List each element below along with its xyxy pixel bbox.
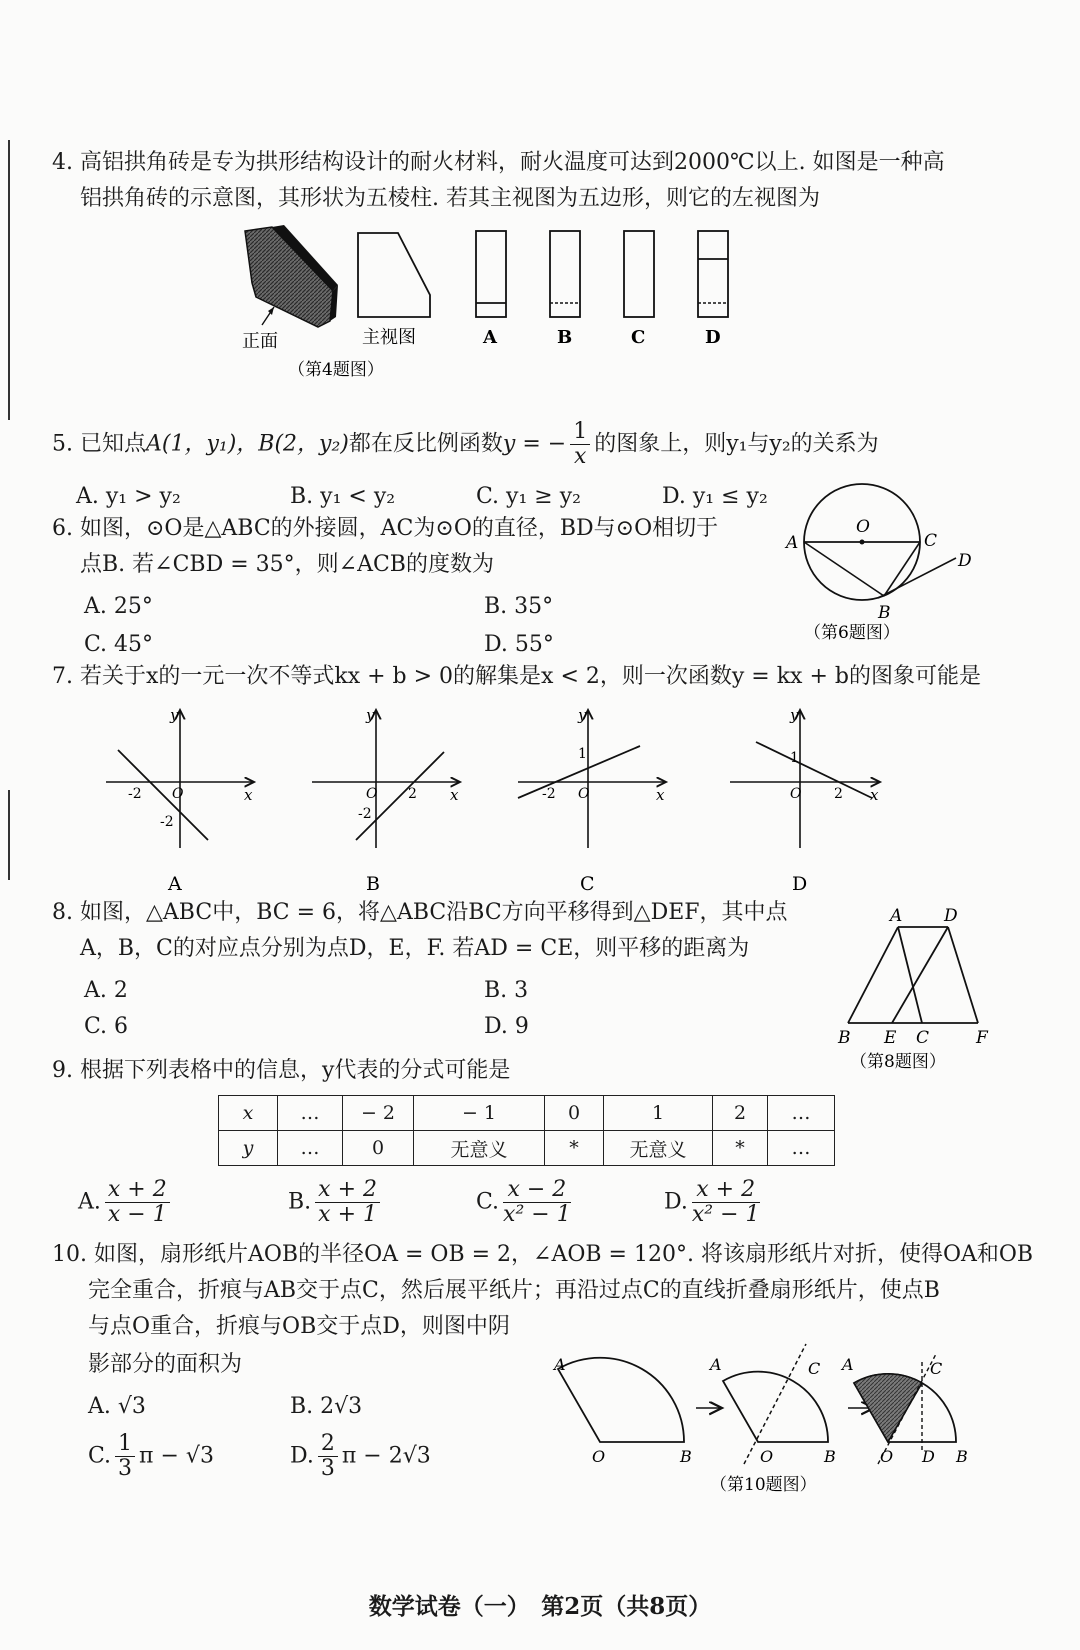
label-o: O xyxy=(760,1447,774,1466)
table-cell: … xyxy=(768,1096,835,1131)
q4-caption: （第4题图） xyxy=(288,360,384,380)
center-dot xyxy=(860,540,865,545)
q5-mid: 都在反比例函数 xyxy=(348,431,503,457)
q6-caption: （第6题图） xyxy=(804,623,900,640)
option-fraction xyxy=(105,1178,170,1227)
graph-a xyxy=(106,706,254,848)
q9-option-a xyxy=(78,1178,174,1227)
frac-numerator: x − 2 xyxy=(503,1178,571,1203)
option-d-label: D xyxy=(705,327,721,348)
table-cell: * xyxy=(713,1131,768,1166)
axis-x-label: x xyxy=(656,786,665,804)
label-e: E xyxy=(884,1028,897,1048)
graph-c xyxy=(518,706,666,848)
q6-option-d: D. 55° xyxy=(484,632,554,657)
frac-denominator: 3 xyxy=(320,1456,335,1481)
page-margin-line xyxy=(8,140,10,420)
q6-text-line1: 6. 如图，⊙O是△ABC的外接圆，AC为⊙O的直径，BD与⊙O相切于 xyxy=(52,516,719,541)
option-letter: D. xyxy=(664,1189,688,1215)
graph-c-label: C xyxy=(580,873,595,895)
option-tail: π − √3 xyxy=(139,1443,214,1469)
q5-points: A(1，y₁)，B(2，y₂) xyxy=(145,431,349,457)
q7-graphs xyxy=(90,700,960,900)
axis-y-label: y xyxy=(790,706,799,724)
q8-option-d: D. 9 xyxy=(484,1014,529,1039)
q4-text-line1: 4. 高铝拱角砖是专为拱形结构设计的耐火材料，耐火温度可达到2000℃以上. 如图是一种高 xyxy=(52,150,945,175)
q8-option-a: A. 2 xyxy=(84,978,128,1003)
label-a: A xyxy=(710,1355,722,1374)
table-cell: x xyxy=(219,1096,278,1131)
frac-denominator: x² − 1 xyxy=(503,1202,571,1227)
tick-y: -2 xyxy=(358,806,372,822)
option-a-view xyxy=(476,231,506,317)
tangent-bd xyxy=(878,558,956,598)
q8-option-b: B. 3 xyxy=(484,978,529,1003)
label-b: B xyxy=(956,1447,968,1466)
option-a-label: A xyxy=(483,327,497,348)
tick-x: -2 xyxy=(128,786,142,802)
graph-b-label: B xyxy=(366,873,380,895)
frac-numerator: 2 xyxy=(318,1432,338,1457)
axis-x-label: x xyxy=(870,786,879,804)
q10-text-line2: 完全重合，折痕与AB交于点C，然后展平纸片；再沿过点C的直线折叠扇形纸片，使点B xyxy=(88,1278,940,1303)
q5-option-a: A. y₁ > y₂ xyxy=(76,484,181,509)
label-c: C xyxy=(924,531,938,551)
option-d-view xyxy=(698,231,728,317)
option-letter: C. xyxy=(476,1189,500,1215)
label-a: A xyxy=(786,533,799,553)
option-fraction xyxy=(692,1178,760,1227)
label-main-view: 主视图 xyxy=(362,327,416,348)
graph-d-label: D xyxy=(792,873,808,895)
frac-numerator: x + 2 xyxy=(692,1178,760,1203)
option-b-view xyxy=(550,231,580,317)
axis-x-label: x xyxy=(244,786,253,804)
graph-a-label: A xyxy=(168,873,182,895)
origin-label: O xyxy=(790,786,802,802)
axis-y-label: y xyxy=(170,706,179,724)
label-a: A xyxy=(890,906,903,926)
axis-y-label: y xyxy=(578,706,587,724)
label-b: B xyxy=(824,1447,836,1466)
q5-option-d: D. y₁ ≤ y₂ xyxy=(662,484,768,509)
q9-text: 9. 根据下列表格中的信息，y代表的分式可能是 xyxy=(52,1058,511,1083)
q6-option-a: A. 25° xyxy=(84,594,153,619)
q6-text-line2: 点B. 若∠CBD = 35°，则∠ACB的度数为 xyxy=(80,552,494,577)
tick-y: 1 xyxy=(578,746,587,762)
side-ac xyxy=(898,927,922,1023)
table-cell: 无意义 xyxy=(414,1131,545,1166)
frac-numerator: x + 2 xyxy=(315,1178,380,1203)
label-b: B xyxy=(838,1028,851,1048)
q10-option-d xyxy=(290,1432,431,1481)
axis-y-label: y xyxy=(366,706,375,724)
table-cell: … xyxy=(768,1131,835,1166)
q10-option-b: B. 2√3 xyxy=(290,1394,363,1419)
chord-ab xyxy=(804,542,884,596)
tick-y: -2 xyxy=(160,814,174,830)
frac-numerator: x + 2 xyxy=(105,1178,170,1203)
label-front: 正面 xyxy=(242,331,278,352)
option-c-label: C xyxy=(631,327,646,348)
table-cell: − 2 xyxy=(343,1096,414,1131)
frac-numerator: 1 xyxy=(570,420,590,445)
label-d: D xyxy=(922,1447,935,1466)
q6-figure xyxy=(780,480,980,640)
q10-option-c xyxy=(88,1432,214,1481)
q5-option-c: C. y₁ ≥ y₂ xyxy=(476,484,581,509)
q8-figure xyxy=(830,905,1000,1070)
table-cell: 2 xyxy=(713,1096,768,1131)
sector-step1 xyxy=(558,1358,684,1442)
q6-option-b: B. 35° xyxy=(484,594,554,619)
frac-denominator: x² − 1 xyxy=(691,1202,760,1227)
page-margin-line xyxy=(8,790,10,880)
option-letter: D. xyxy=(290,1443,314,1469)
option-letter: C. xyxy=(88,1443,112,1469)
tick-x: 2 xyxy=(834,786,843,802)
q8-caption: （第8题图） xyxy=(850,1052,946,1070)
side-ab xyxy=(848,927,898,1023)
table-cell: − 1 xyxy=(414,1096,545,1131)
q5-fraction xyxy=(570,420,590,469)
chord-cb xyxy=(884,542,920,596)
label-o: O xyxy=(592,1447,606,1466)
label-a: A xyxy=(554,1355,566,1374)
q8-text-line1: 8. 如图，△ABC中，BC = 6，将△ABC沿BC方向平移得到△DEF，其中点 xyxy=(52,900,788,925)
table-cell: 0 xyxy=(545,1096,604,1131)
table-row-x xyxy=(219,1096,835,1131)
table-cell: y xyxy=(219,1131,278,1166)
q4-figure xyxy=(230,225,770,385)
table-cell: … xyxy=(278,1131,343,1166)
label-c: C xyxy=(808,1359,821,1378)
option-fraction xyxy=(318,1432,338,1481)
q8-option-c: C. 6 xyxy=(84,1014,129,1039)
q5-text xyxy=(52,420,879,469)
q10-text-line1: 10. 如图，扇形纸片AOB的半径OA = OB = 2，∠AOB = 120°. 将该扇形纸片对折，使得OA和OB xyxy=(52,1242,1034,1267)
frac-numerator: 1 xyxy=(115,1432,135,1457)
q4-text-line2: 铝拱角砖的示意图，其形状为五棱柱. 若其主视图为五边形，则它的左视图为 xyxy=(80,186,820,211)
table-cell: 1 xyxy=(604,1096,713,1131)
q9-option-c xyxy=(476,1178,575,1227)
q5-post: 的图象上，则y₁与y₂的关系为 xyxy=(594,431,879,457)
side-df xyxy=(948,927,978,1023)
origin-label: O xyxy=(578,786,590,802)
main-view-pentagon xyxy=(358,233,430,317)
option-letter: A. xyxy=(78,1189,101,1215)
q5-pre: 5. 已知点 xyxy=(52,431,146,457)
q9-table xyxy=(218,1095,835,1166)
frac-denominator: x + 1 xyxy=(318,1202,377,1227)
table-cell: * xyxy=(545,1131,604,1166)
label-a: A xyxy=(842,1355,854,1374)
q10-figure xyxy=(550,1342,990,1492)
side-de xyxy=(892,927,948,1023)
table-cell: 0 xyxy=(343,1131,414,1166)
page-footer: 数学试卷（一） 第2页（共8页） xyxy=(368,1593,712,1620)
q5-option-b: B. y₁ < y₂ xyxy=(290,484,396,509)
q10-caption: （第10题图） xyxy=(710,1475,817,1492)
q6-option-c: C. 45° xyxy=(84,632,154,657)
q10-option-a: A. √3 xyxy=(88,1394,146,1419)
table-row-y xyxy=(219,1131,835,1166)
origin-label: O xyxy=(172,786,184,802)
tick-x: -2 xyxy=(542,786,556,802)
q10-text-line4: 影部分的面积为 xyxy=(88,1352,243,1377)
brick-solid xyxy=(245,225,338,327)
option-fraction xyxy=(315,1178,380,1227)
frac-denominator: 3 xyxy=(118,1456,133,1481)
q8-text-line2: A，B，C的对应点分别为点D，E，F. 若AD = CE，则平移的距离为 xyxy=(80,936,750,961)
label-o: O xyxy=(856,517,870,537)
q5-func: y = − xyxy=(502,431,567,457)
label-b: B xyxy=(680,1447,692,1466)
option-c-view xyxy=(624,231,654,317)
option-letter: B. xyxy=(288,1189,312,1215)
option-fraction xyxy=(503,1178,571,1227)
graph-b xyxy=(312,706,460,848)
frac-denominator: x − 1 xyxy=(107,1202,167,1227)
option-tail: π − 2√3 xyxy=(341,1443,431,1469)
q9-option-b xyxy=(288,1178,384,1227)
tick-y: 1 xyxy=(790,750,799,766)
q9-option-d xyxy=(664,1178,764,1227)
table-cell: … xyxy=(278,1096,343,1131)
q10-text-line3: 与点O重合，折痕与OB交于点D，则图中阴 xyxy=(88,1314,510,1339)
label-d: D xyxy=(958,551,972,571)
option-fraction xyxy=(115,1432,135,1481)
frac-denominator: x xyxy=(573,444,587,469)
axis-x-label: x xyxy=(450,786,459,804)
tick-x: 2 xyxy=(408,786,417,802)
graph-d xyxy=(730,706,880,848)
table-cell: 无意义 xyxy=(604,1131,713,1166)
label-b: B xyxy=(878,603,891,623)
label-c: C xyxy=(930,1359,943,1378)
label-d: D xyxy=(944,906,958,926)
label-c: C xyxy=(916,1028,930,1048)
option-b-label: B xyxy=(557,327,573,348)
origin-label: O xyxy=(366,786,378,802)
label-o: O xyxy=(880,1447,894,1466)
label-f: F xyxy=(976,1028,988,1048)
q7-text: 7. 若关于x的一元一次不等式kx + b > 0的解集是x < 2，则一次函数y = kx + b的图象可能是 xyxy=(52,664,981,689)
